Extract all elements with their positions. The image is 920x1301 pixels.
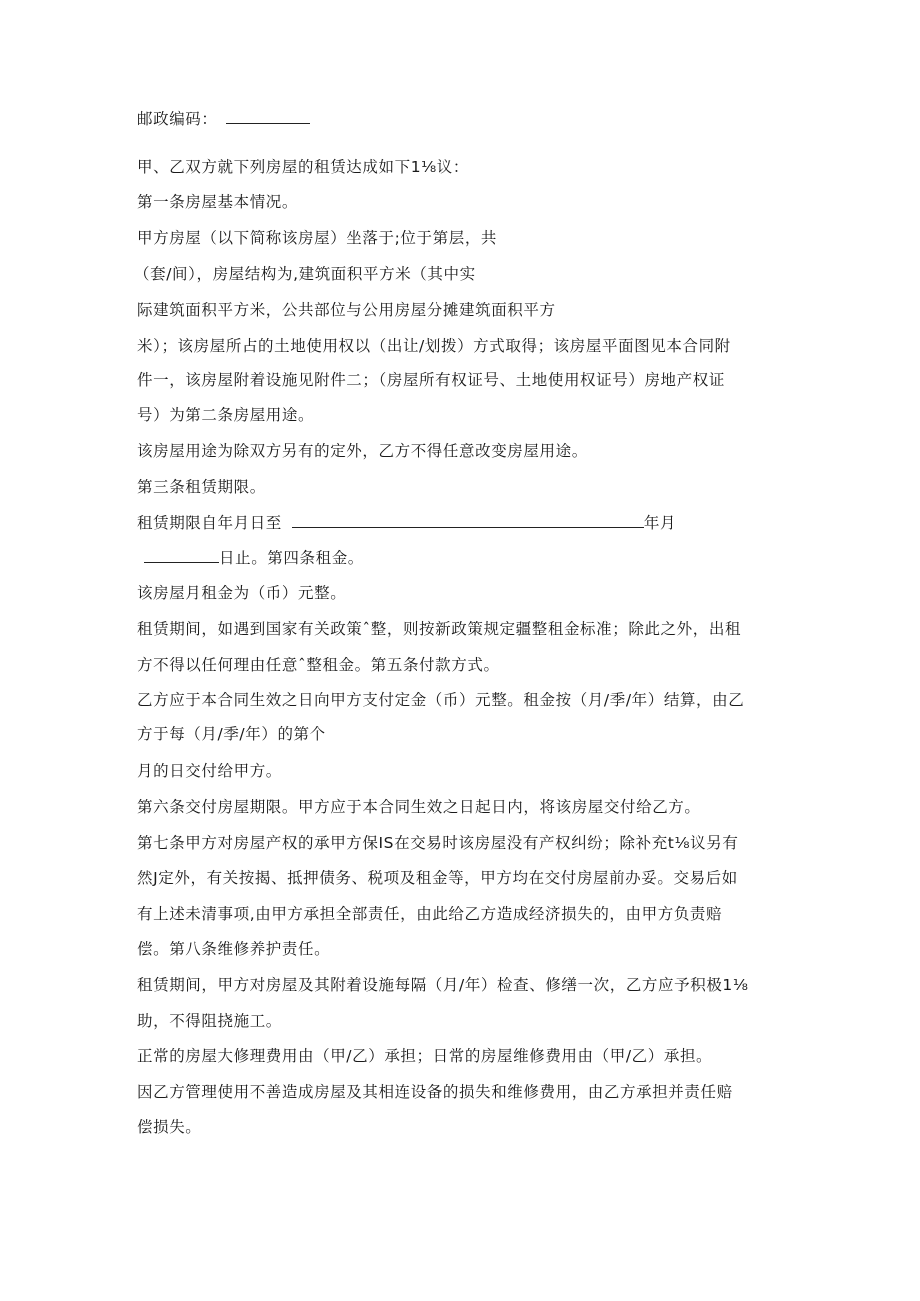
postal-code-line [137,108,310,129]
text-line: 甲方房屋（以下简称该房屋）坐落于;位于第层，共 [137,229,498,247]
text-line: 该房屋用途为除双方另有的定外，乙方不得任意改变房屋用途。 [137,442,588,460]
lease-term-end: 年月 [643,514,677,532]
lease-term-end-text: 日止。第四条租金。 [219,549,364,567]
text-line: 际建筑面积平方米，公共部位与公用房屋分摊建筑面积平方 [137,301,556,319]
text-line: 乙方应于本合同生效之日向甲方支付定金（币）元整。租金按（月/季/年）结算，由乙 [137,691,745,709]
article-heading: 第一条房屋基本情况。 [137,193,299,211]
text-line: 助，不得阻挠施工。 [137,1012,282,1030]
lease-term-line [137,512,676,533]
text-line: 方于每（月/季/年）的第个 [137,725,326,743]
text-line: 正常的房屋大修理费用由（甲/乙）承担；日常的房屋维修费用由（甲/乙）承担。 [137,1047,713,1065]
text-line: 租赁期间，甲方对房屋及其附着设施每隔（月/年）检查、修缮一次，乙方应予积极1⅛ [137,976,749,994]
text-line: 因乙方管理使用不善造成房屋及其相连设备的损失和维修费用，由乙方承担并责任赔 [137,1083,733,1101]
article-heading: 第三条租赁期限。 [137,478,266,496]
text-line: 方不得以任何理由任意ˆ整租金。第五条付款方式。 [137,656,500,674]
text-line: 米）；该房屋所占的土地使用权以（出让/划拨）方式取得；该房屋平面图见本合同附 [137,337,731,355]
text-line: 月的日交付给甲方。 [137,762,282,780]
text-line: （套/间），房屋结构为,建筑面积平方米（其中实 [134,265,476,283]
text-line: 偿。第八条维修养护责任。 [137,940,331,958]
text-line: 第六条交付房屋期限。甲方应于本合同生效之日起日内，将该房屋交付给乙方。 [137,798,701,816]
lease-term-end-line [144,547,364,568]
postal-code-blank [226,108,310,124]
text-line: 然J定外，有关按揭、抵押债务、税项及租金等，甲方均在交付房屋前办妥。交易后如 [137,869,738,887]
postal-code-label: 邮政编码： [137,110,218,128]
text-line: 件一，该房屋附着设施见附件二；（房屋所有权证号、土地使用权证号）房地产权证 [137,371,725,389]
text-line: 租赁期间，如遇到国家有关政策ˆ整，则按新政策规定疆整租金标准；除此之外，出租 [137,620,742,638]
text-line: 第七条甲方对房屋产权的承甲方保IS在交易时该房屋没有产权纠纷；除补充t⅛议另有 [137,834,739,852]
text-line: 号）为第二条房屋用途。 [137,406,315,424]
text-line: 该房屋月租金为（币）元整。 [137,584,347,602]
text-line: 有上述未清事项,由甲方承担全部责任，由此给乙方造成经济损失的，由甲方负责赔 [137,905,723,923]
day-blank [144,547,219,563]
text-line: 甲、乙双方就下列房屋的租赁达成如下1⅛议： [137,158,469,176]
lease-term-blank [292,512,644,528]
text-line: 偿损失。 [137,1118,202,1136]
lease-term-start: 租赁期限自年月日至 [137,514,282,532]
